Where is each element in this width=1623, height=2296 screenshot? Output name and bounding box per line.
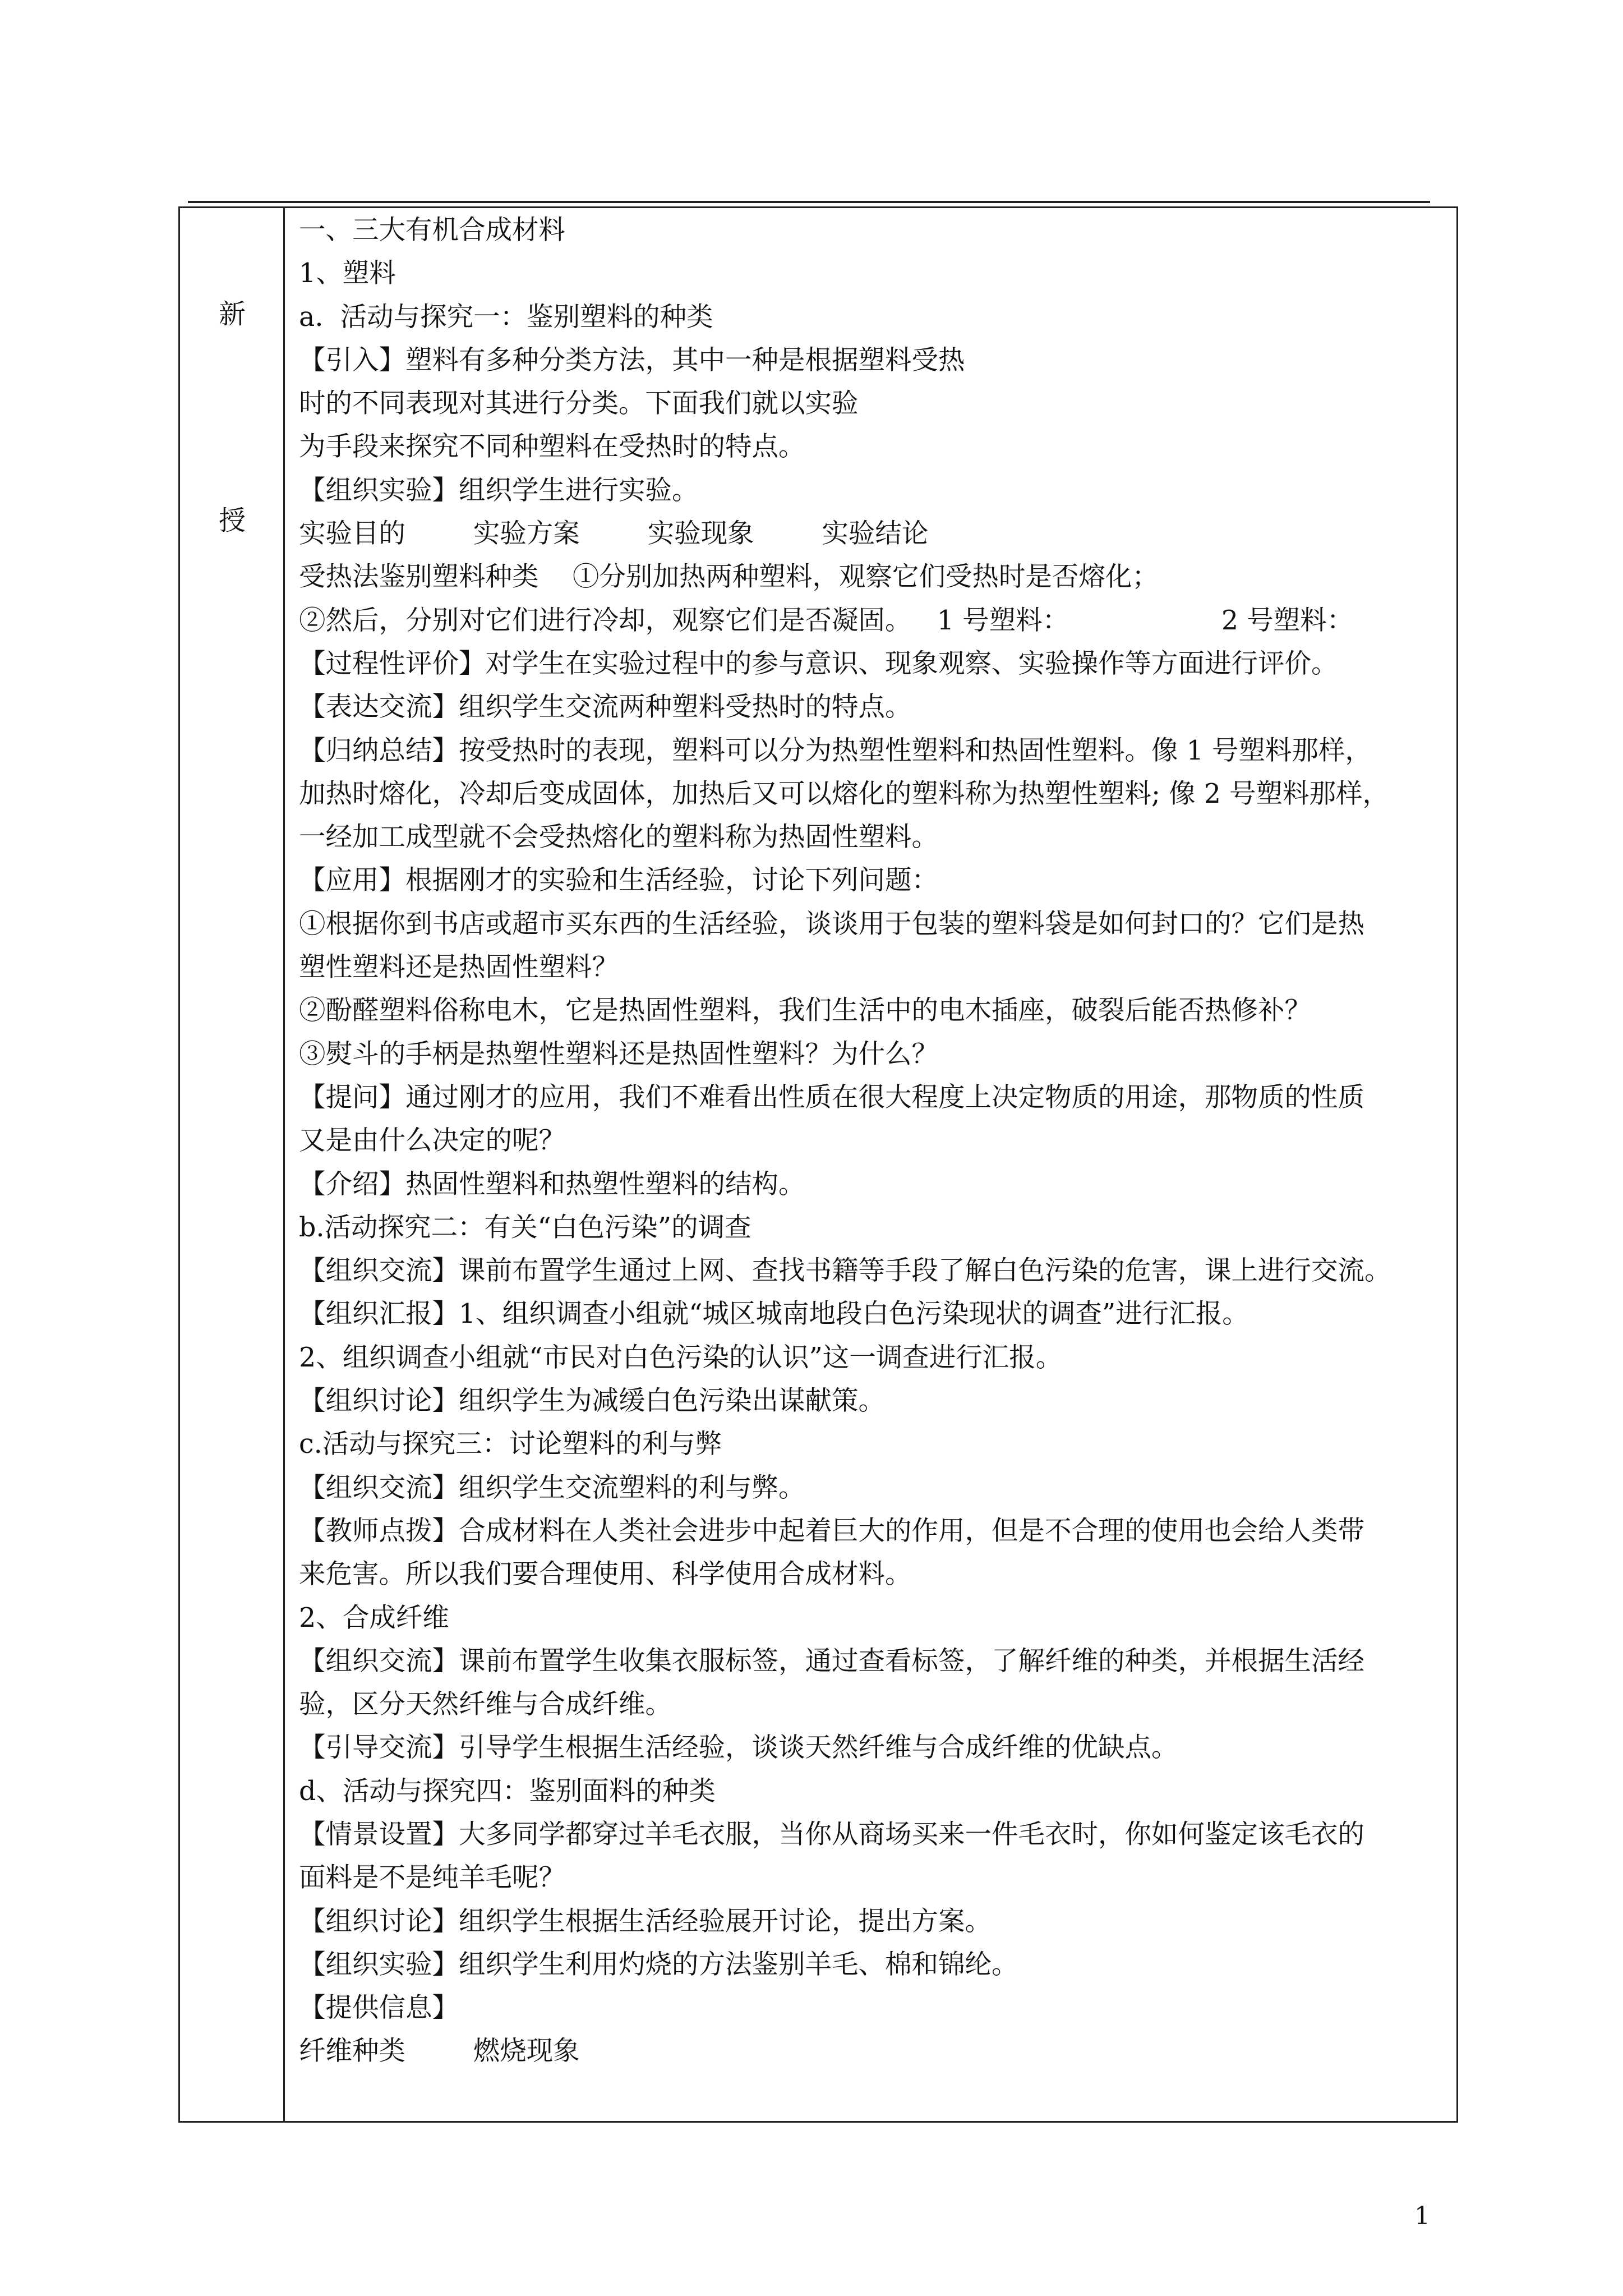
text-line: d、活动与探究四：鉴别面料的种类: [299, 1775, 716, 1807]
text-line: 【情景设置】大多同学都穿过羊毛衣服，当你从商场买来一件毛衣时，你如何鉴定该毛衣的: [299, 1819, 1364, 1850]
text-line: ②酚醛塑料俗称电木，它是热固性塑料，我们生活中的电木插座，破裂后能否热修补？: [299, 995, 1311, 1027]
header-rule: [188, 201, 1430, 203]
text-line: 【提问】通过刚才的应用，我们不难看出性质在很大程度上决定物质的用途，那物质的性质: [299, 1082, 1364, 1113]
text-line: 【组织交流】组织学生交流塑料的利与弊。: [299, 1472, 805, 1503]
text-line: 【提供信息】: [299, 1993, 459, 2024]
text-line: 【组织讨论】组织学生为减缓白色污染出谋献策。: [299, 1386, 885, 1417]
text-line: 【教师点拨】合成材料在人类社会进步中起着巨大的作用，但是不合理的使用也会给人类带: [299, 1515, 1364, 1547]
text-line: 一、三大有机合成材料: [299, 215, 565, 246]
text-line: 【归纳总结】按受热时的表现，塑料可以分为热塑性塑料和热固性塑料。像 1 号塑料那样，: [299, 735, 1372, 766]
text-line: c.活动与探究三：讨论塑料的利与弊: [299, 1429, 722, 1460]
page-number: 1: [1414, 2202, 1430, 2230]
lesson-content: [299, 209, 1451, 2073]
text-line: b.活动探究二：有关“白色污染”的调查: [299, 1212, 751, 1243]
text-line: 塑性塑料还是热固性塑料？: [299, 952, 619, 983]
text-line: 【组织实验】组织学生利用灼烧的方法鉴别羊毛、棉和锦纶。: [299, 1949, 1018, 1980]
text-line: 面料是不是纯羊毛呢？: [299, 1862, 565, 1894]
text-line: 又是由什么决定的呢？: [299, 1125, 565, 1157]
text-line: 1、塑料: [299, 258, 396, 289]
text-line: 时的不同表现对其进行分类。下面我们就以实验: [299, 388, 859, 420]
text-line: a. 活动与探究一：鉴别塑料的种类: [299, 301, 713, 333]
text-line: 【过程性评价】对学生在实验过程中的参与意识、现象观察、实验操作等方面进行评价。: [299, 648, 1338, 679]
text-line: 2、组织调查小组就“市民对白色污染的认识”这一调查进行汇报。: [299, 1342, 1063, 1373]
text-line: 2、合成纤维: [299, 1602, 449, 1634]
text-line: 实验目的 实验方案 实验现象 实验结论: [299, 518, 929, 550]
text-line: 验，区分天然纤维与合成纤维。: [299, 1689, 672, 1720]
text-line: 【组织实验】组织学生进行实验。: [299, 475, 699, 506]
table-column-divider: [283, 206, 285, 2123]
text-line: ②然后，分别对它们进行冷却，观察它们是否凝固。 1 号塑料： 2 号塑料：: [299, 605, 1354, 636]
text-line: ③熨斗的手柄是热塑性塑料还是热固性塑料？为什么？: [299, 1038, 938, 1070]
text-line: 【表达交流】组织学生交流两种塑料受热时的特点。: [299, 692, 912, 723]
text-line: 【引入】塑料有多种分类方法，其中一种是根据塑料受热: [299, 344, 965, 376]
text-line: 【组织讨论】组织学生根据生活经验展开讨论，提出方案。: [299, 1906, 992, 1937]
side-label-char-2: 授: [219, 505, 246, 536]
text-line: 【组织交流】课前布置学生收集衣服标签，通过查看标签，了解纤维的种类，并根据生活经: [299, 1645, 1364, 1677]
text-line: 来危害。所以我们要合理使用、科学使用合成材料。: [299, 1559, 912, 1590]
text-line: 纤维种类 燃烧现象: [299, 2036, 580, 2067]
text-line: 为手段来探究不同种塑料在受热时的特点。: [299, 431, 805, 463]
text-line: 【引导交流】引导学生根据生活经验，谈谈天然纤维与合成纤维的优缺点。: [299, 1732, 1178, 1764]
text-line: 【组织交流】课前布置学生通过上网、查找书籍等手段了解白色污染的危害，课上进行交流。: [299, 1255, 1391, 1287]
text-line: 【应用】根据刚才的实验和生活经验，讨论下列问题：: [299, 865, 938, 896]
side-label-char-1: 新: [219, 298, 246, 330]
text-line: 【组织汇报】1、组织调查小组就“城区城南地段白色污染现状的调查”进行汇报。: [299, 1299, 1249, 1330]
text-line: 【介绍】热固性塑料和热塑性塑料的结构。: [299, 1168, 805, 1200]
text-line: 加热时熔化，冷却后变成固体，加热后又可以熔化的塑料称为热塑性塑料; 像 2 号塑料那样，: [299, 778, 1390, 809]
text-line: ①根据你到书店或超市买东西的生活经验，谈谈用于包装的塑料袋是如何封口的？它们是热: [299, 908, 1364, 940]
text-line: 受热法鉴别塑料种类 ①分别加热两种塑料，观察它们受热时是否熔化；: [299, 562, 1159, 593]
text-line: 一经加工成型就不会受热熔化的塑料称为热固性塑料。: [299, 822, 938, 853]
